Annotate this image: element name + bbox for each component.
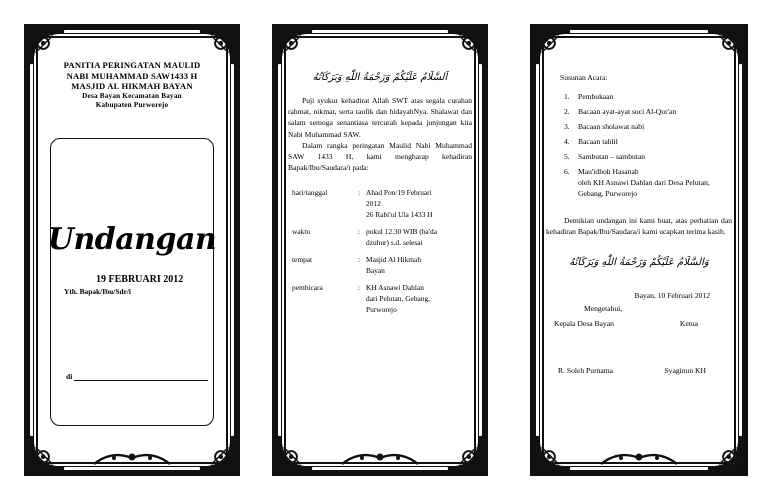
list-item	[564, 91, 732, 102]
event-date: 19 FEBRUARI 2012	[96, 274, 184, 285]
opening-paragraph: Puji syukur kehadirat Allah SWT atas segala curahan rahmat, nikmat, serta taufik dan hidayahNya. Shalawat dan salam semoga senantiasa tercurah kepada junjungan kita Nabi Muhammad SAW.	[288, 96, 472, 139]
closing-paragraph: Demikian undangan ini kami buat, atas perhatian dan kehadiran Bapak/Ibu/Saudara/i kami ucapkan terima kasih.	[546, 216, 732, 236]
schedule-value	[366, 254, 472, 276]
schedule-row	[288, 254, 472, 276]
value-line: dzuhur) s.d. selesai	[366, 238, 423, 248]
item-number: 3.	[564, 122, 570, 131]
item-text: Pembukaan	[578, 92, 614, 101]
list-item	[564, 136, 732, 147]
location-line: Desa Bayan Kecamatan Bayan	[82, 91, 182, 100]
schedule-row	[288, 282, 472, 315]
role-left: Kepala Desa Bayan	[554, 319, 614, 328]
item-number: 5.	[564, 152, 570, 161]
address-blank-line	[74, 380, 208, 381]
schedule-label: hari/tanggal	[292, 188, 328, 198]
item-text	[578, 166, 732, 199]
arabic-greeting: اَلسَّلَامُ عَلَيْكُمْ وَرَحْمَةُ اللّٰهِ وَبَرَكَاتُهُ	[312, 72, 448, 83]
committee-line: MASJID AL HIKMAH BAYAN	[71, 81, 193, 91]
list-item	[564, 106, 732, 117]
schedule-row	[288, 226, 472, 248]
item-number: 2.	[564, 107, 570, 116]
program-list	[564, 91, 732, 199]
item-sub-text: oleh KH Asnawi Dahlan dari Desa Pelutan, Gebang, Purworejo	[578, 178, 710, 198]
item-text: Bacaan sholawat nabi	[578, 122, 645, 131]
value-line: KH Asnawi Dahlan	[366, 283, 424, 293]
committee-line: NABI MUHAMMAD SAW1433 H	[66, 70, 198, 81]
program-panel	[530, 24, 748, 476]
list-item	[564, 121, 732, 132]
role-right: Ketua	[679, 319, 698, 328]
place-date: Bayan, 10 Februari 2012	[634, 291, 710, 300]
item-number: 6.	[564, 167, 570, 176]
invitation-text-panel	[272, 24, 488, 476]
schedule-value	[366, 187, 472, 220]
address-label: di	[66, 372, 73, 381]
schedule-row	[288, 187, 472, 220]
value-line: Masjid Al Hikmah	[366, 255, 422, 265]
schedule-separator: :	[358, 283, 361, 293]
invitation-body	[288, 95, 472, 173]
item-text: Sambutan – sambutan	[578, 152, 646, 161]
arabic-closing: وَالسَّلَامُ عَلَيْكُمْ وَرَحْمَةُ اللّٰهِ وَبَرَكَاتُهُ	[569, 257, 709, 268]
acknowledged-label: Mengetahui,	[584, 304, 623, 313]
item-main-text: Mau'idhoh Hasanah	[578, 167, 639, 176]
schedule-separator: :	[358, 188, 361, 198]
location-line: Kabupaten Purworejo	[95, 100, 169, 109]
list-item	[564, 151, 732, 162]
name-right: Syaginun KH	[664, 366, 706, 375]
value-line: Purworejo	[366, 305, 397, 315]
name-left: R. Soleh Purnama	[558, 366, 614, 375]
recipient-label: Yth. Bapak/Ibu/Sdr/i	[64, 287, 131, 296]
schedule-value	[366, 282, 472, 315]
list-item	[564, 166, 732, 199]
schedule-label: pembicara	[292, 283, 323, 293]
value-line: 2012	[366, 199, 381, 209]
schedule-label: tempat	[292, 255, 313, 265]
cover-panel	[24, 24, 240, 476]
committee-header	[40, 60, 224, 110]
signatory-roles	[546, 318, 732, 329]
value-line: pukul 12.30 WIB (ba'da	[366, 227, 437, 237]
item-text: Bacaan ayat-ayat suci Al-Qur'an	[578, 107, 677, 116]
value-line: dari Pelutan, Gebang,	[366, 294, 431, 304]
item-text: Bacaan tahlil	[578, 137, 618, 146]
committee-line: PANITIA PERINGATAN MAULID	[63, 60, 201, 70]
purpose-paragraph: Dalam rangka peringatan Maulid Nabi Muhammad SAW 1433 H, kami mengharap kehadiran Bapak/Ibu/Saudara/i pada:	[288, 140, 472, 173]
invitation-title: Undangan	[47, 222, 217, 257]
schedule-label: waktu	[292, 227, 311, 237]
program-heading: Susunan Acara:	[560, 73, 608, 82]
value-line: Ahad Pon/19 Februari	[366, 188, 432, 198]
value-line: 26 Rabi'ul Ula 1433 H	[366, 210, 433, 220]
item-number: 1.	[564, 92, 570, 101]
event-schedule	[288, 187, 472, 315]
schedule-value	[366, 226, 472, 248]
item-number: 4.	[564, 137, 570, 146]
schedule-separator: :	[358, 255, 361, 265]
signatory-names	[546, 365, 732, 376]
schedule-separator: :	[358, 227, 361, 237]
value-line: Bayan	[366, 266, 385, 276]
